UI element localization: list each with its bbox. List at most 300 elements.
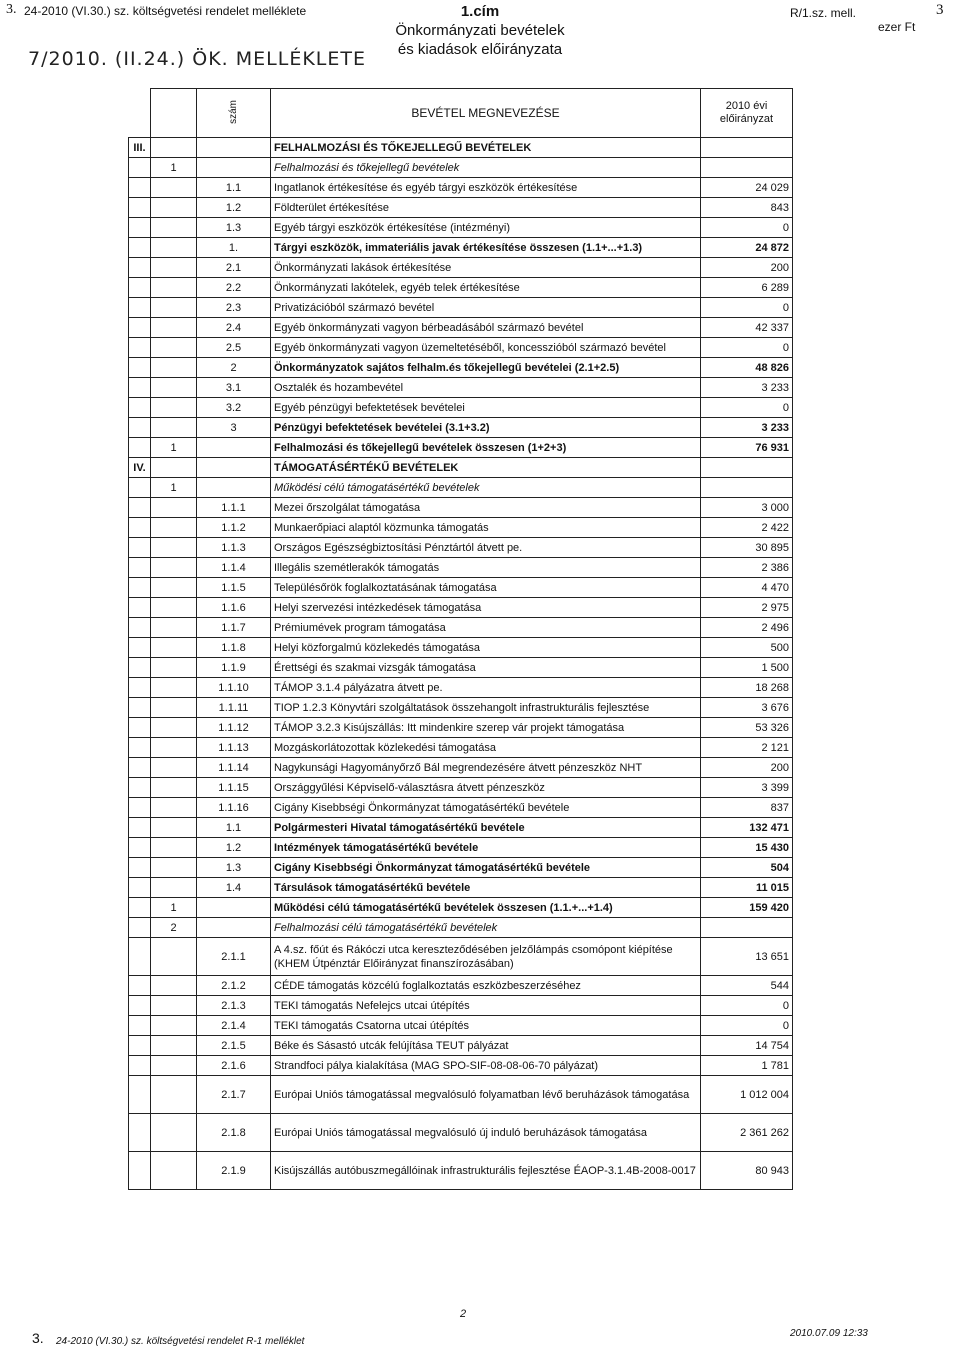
row-label: Osztalék és hozambevétel	[271, 378, 701, 398]
row-level: 2	[151, 918, 197, 938]
title-line-1: 1.cím	[460, 3, 500, 20]
row-label: Önkormányzati lakások értékesítése	[271, 258, 701, 278]
row-value: 837	[701, 798, 793, 818]
row-level	[151, 718, 197, 738]
table-row	[129, 538, 793, 558]
row-value: 80 943	[701, 1152, 793, 1190]
row-label: Prémiumévek program támogatása	[271, 618, 701, 638]
row-value: 2 121	[701, 738, 793, 758]
row-value: 24 872	[701, 238, 793, 258]
revenue-table	[128, 88, 793, 1190]
header-mark-top-left: 3.	[6, 2, 17, 17]
table-row	[129, 678, 793, 698]
col-year-header: 2010 évi előirányzat	[701, 89, 793, 138]
row-roman	[129, 1076, 151, 1114]
row-code: 2.1.7	[197, 1076, 271, 1114]
row-roman	[129, 238, 151, 258]
row-level	[151, 238, 197, 258]
row-label: Nagykunsági Hagyományőrző Bál megrendezésére átvett pénzeszköz NHT	[271, 758, 701, 778]
row-code: 1.1	[197, 178, 271, 198]
col-name-header: BEVÉTEL MEGNEVEZÉSE	[271, 89, 701, 138]
row-label: CÉDE támogatás közcélú foglalkoztatás eszközbeszerzéséhez	[271, 976, 701, 996]
row-level	[151, 398, 197, 418]
row-code: 1.1.2	[197, 518, 271, 538]
row-value: 13 651	[701, 938, 793, 976]
row-level	[151, 218, 197, 238]
row-roman	[129, 858, 151, 878]
row-level	[151, 378, 197, 398]
row-level	[151, 458, 197, 478]
footer-timestamp: 2010.07.09 12:33	[790, 1328, 868, 1339]
row-label: Polgármesteri Hivatal támogatásértékű bevétele	[271, 818, 701, 838]
row-label: Felhalmozási és tőkejellegű bevételek	[271, 158, 701, 178]
row-code: 1.1.13	[197, 738, 271, 758]
row-code	[197, 478, 271, 498]
row-label: Országgyűlési Képviselő-választásra átvett pénzeszköz	[271, 778, 701, 798]
footer-left-text: 24-2010 (VI.30.) sz. költségvetési rendelet R-1 melléklet	[56, 1336, 305, 1347]
row-roman	[129, 878, 151, 898]
row-label: Működési célú támogatásértékű bevételek összesen (1.1.+...+1.4)	[271, 898, 701, 918]
page-number: 2	[460, 1308, 467, 1320]
row-code: 3	[197, 418, 271, 438]
row-level	[151, 1056, 197, 1076]
row-roman	[129, 798, 151, 818]
table-header-row	[129, 89, 793, 138]
table-row	[129, 618, 793, 638]
row-label: TEKI támogatás Csatorna utcai útépítés	[271, 1016, 701, 1036]
row-value: 200	[701, 258, 793, 278]
table-row	[129, 758, 793, 778]
row-level	[151, 1114, 197, 1152]
row-value: 53 326	[701, 718, 793, 738]
row-code: 2.1.8	[197, 1114, 271, 1152]
row-code: 2.1.3	[197, 996, 271, 1016]
row-roman	[129, 398, 151, 418]
row-label: Cigány Kisebbségi Önkormányzat támogatásértékű bevétele	[271, 798, 701, 818]
right-ref: R/1.sz. mell.	[790, 6, 857, 20]
row-label: TEKI támogatás Nefelejcs utcai útépítés	[271, 996, 701, 1016]
row-code: 2.1.2	[197, 976, 271, 996]
row-level	[151, 598, 197, 618]
row-label: Országos Egészségbiztosítási Pénztártól átvett pe.	[271, 538, 701, 558]
row-roman	[129, 558, 151, 578]
row-code	[197, 138, 271, 158]
row-label: Egyéb tárgyi eszközök értékesítése (intézményi)	[271, 218, 701, 238]
row-roman	[129, 976, 151, 996]
row-label: Egyéb önkormányzati vagyon üzemeltetéséből, koncesszióból származó bevétel	[271, 338, 701, 358]
row-code: 2.1	[197, 258, 271, 278]
footer-left-mark: 3.	[32, 1330, 44, 1346]
row-code: 3.2	[197, 398, 271, 418]
col-szam-header: szám	[197, 89, 271, 138]
row-value: 159 420	[701, 898, 793, 918]
row-roman	[129, 658, 151, 678]
row-level	[151, 818, 197, 838]
row-value: 132 471	[701, 818, 793, 838]
row-value: 2 386	[701, 558, 793, 578]
row-roman	[129, 1114, 151, 1152]
row-roman	[129, 438, 151, 458]
row-roman	[129, 1016, 151, 1036]
row-roman	[129, 218, 151, 238]
table-row	[129, 1152, 793, 1190]
row-label: TÁMOP 3.2.3 Kisújszállás: Itt mindenkire szerep vár projekt támogatása	[271, 718, 701, 738]
row-code: 1.1.5	[197, 578, 271, 598]
row-roman	[129, 258, 151, 278]
table-row	[129, 698, 793, 718]
row-value: 30 895	[701, 538, 793, 558]
row-value: 4 470	[701, 578, 793, 598]
row-value: 0	[701, 338, 793, 358]
row-level	[151, 1076, 197, 1114]
row-label: Illegális szemétlerakók támogatás	[271, 558, 701, 578]
row-value	[701, 158, 793, 178]
title-line-2: Önkormányzati bevételek	[395, 22, 565, 39]
row-value: 48 826	[701, 358, 793, 378]
row-value: 0	[701, 996, 793, 1016]
table-row	[129, 778, 793, 798]
row-level	[151, 778, 197, 798]
row-level	[151, 278, 197, 298]
row-label: Településőrök foglalkoztatásának támogatása	[271, 578, 701, 598]
row-code: 1.1.10	[197, 678, 271, 698]
row-label: Privatizációból származó bevétel	[271, 298, 701, 318]
row-level	[151, 178, 197, 198]
row-code: 1.3	[197, 218, 271, 238]
row-code: 2.1.1	[197, 938, 271, 976]
table-row	[129, 898, 793, 918]
row-value: 2 361 262	[701, 1114, 793, 1152]
row-code: 1.1	[197, 818, 271, 838]
row-code: 2.1.6	[197, 1056, 271, 1076]
row-level	[151, 618, 197, 638]
row-label: Helyi szervezési intézkedések támogatása	[271, 598, 701, 618]
row-level	[151, 138, 197, 158]
row-roman	[129, 178, 151, 198]
row-code: 1.1.3	[197, 538, 271, 558]
row-level	[151, 558, 197, 578]
table-row	[129, 558, 793, 578]
row-roman: III.	[129, 138, 151, 158]
row-code	[197, 898, 271, 918]
table-row	[129, 838, 793, 858]
row-label: Pénzügyi befektetések bevételei (3.1+3.2)	[271, 418, 701, 438]
row-level: 1	[151, 898, 197, 918]
table-row	[129, 1036, 793, 1056]
table-row	[129, 1016, 793, 1036]
row-code: 1.4	[197, 878, 271, 898]
row-code: 1.1.11	[197, 698, 271, 718]
table-row	[129, 178, 793, 198]
row-roman	[129, 338, 151, 358]
row-level	[151, 518, 197, 538]
row-level	[151, 1036, 197, 1056]
row-level	[151, 198, 197, 218]
row-level	[151, 838, 197, 858]
row-label: Egyéb pénzügyi befektetések bevételei	[271, 398, 701, 418]
row-level	[151, 418, 197, 438]
row-value: 544	[701, 976, 793, 996]
row-roman	[129, 478, 151, 498]
row-label: Kisújszállás autóbuszmegállóinak infrastrukturális fejlesztése ÉAOP-3.1.4B-2008-0017	[271, 1152, 701, 1190]
table-row	[129, 278, 793, 298]
row-level	[151, 698, 197, 718]
row-roman	[129, 198, 151, 218]
row-roman	[129, 498, 151, 518]
row-level	[151, 658, 197, 678]
row-label: Érettségi és szakmai vizsgák támogatása	[271, 658, 701, 678]
row-label: Felhalmozási célú támogatásértékű bevételek	[271, 918, 701, 938]
row-roman	[129, 678, 151, 698]
row-code	[197, 918, 271, 938]
row-roman	[129, 318, 151, 338]
row-value: 3 399	[701, 778, 793, 798]
row-value	[701, 478, 793, 498]
row-value: 0	[701, 218, 793, 238]
row-code: 2.5	[197, 338, 271, 358]
row-value: 504	[701, 858, 793, 878]
table-row	[129, 638, 793, 658]
row-level: 1	[151, 158, 197, 178]
table-row	[129, 418, 793, 438]
row-value: 2 496	[701, 618, 793, 638]
row-value: 3 676	[701, 698, 793, 718]
row-roman	[129, 758, 151, 778]
table-row	[129, 1056, 793, 1076]
row-code: 1.3	[197, 858, 271, 878]
row-roman	[129, 598, 151, 618]
table-row	[129, 458, 793, 478]
row-value	[701, 138, 793, 158]
table-row	[129, 658, 793, 678]
row-roman	[129, 938, 151, 976]
row-level	[151, 798, 197, 818]
table-row	[129, 738, 793, 758]
row-label: Munkaerőpiaci alaptól közmunka támogatás	[271, 518, 701, 538]
row-level	[151, 578, 197, 598]
row-value: 3 233	[701, 418, 793, 438]
row-level	[151, 258, 197, 278]
table-row	[129, 1114, 793, 1152]
row-value: 0	[701, 1016, 793, 1036]
row-value: 14 754	[701, 1036, 793, 1056]
row-label: Felhalmozási és tőkejellegű bevételek összesen (1+2+3)	[271, 438, 701, 458]
row-level: 1	[151, 478, 197, 498]
row-label: Önkormányzati lakótelek, egyéb telek értékesítése	[271, 278, 701, 298]
row-roman	[129, 1036, 151, 1056]
row-level	[151, 338, 197, 358]
table-row	[129, 878, 793, 898]
table-row	[129, 1076, 793, 1114]
row-roman	[129, 638, 151, 658]
row-code: 3.1	[197, 378, 271, 398]
row-code: 1.1.16	[197, 798, 271, 818]
row-label: Európai Uniós támogatással megvalósuló új induló beruházások támogatása	[271, 1114, 701, 1152]
table-row	[129, 938, 793, 976]
row-label: A 4.sz. főút és Rákóczi utca kereszteződésében jelzőlámpás csomópont kiépítése (KHEM Útpénztár Előirányzat finanszírozásában)	[271, 938, 701, 976]
row-value: 42 337	[701, 318, 793, 338]
row-value: 18 268	[701, 678, 793, 698]
row-code: 1.1.6	[197, 598, 271, 618]
table-row	[129, 298, 793, 318]
row-value: 1 781	[701, 1056, 793, 1076]
row-label: Földterület értékesítése	[271, 198, 701, 218]
row-code: 1.1.1	[197, 498, 271, 518]
row-label: Európai Uniós támogatással megvalósuló folyamatban lévő beruházások támogatása	[271, 1076, 701, 1114]
row-label: TÁMOGATÁSÉRTÉKŰ BEVÉTELEK	[271, 458, 701, 478]
row-value: 1 500	[701, 658, 793, 678]
row-value: 11 015	[701, 878, 793, 898]
row-level: 1	[151, 438, 197, 458]
row-code: 1.1.9	[197, 658, 271, 678]
row-roman	[129, 1152, 151, 1190]
row-roman	[129, 838, 151, 858]
table-row	[129, 378, 793, 398]
row-code: 2.2	[197, 278, 271, 298]
row-level	[151, 996, 197, 1016]
table-row	[129, 976, 793, 996]
row-roman	[129, 358, 151, 378]
table-row	[129, 798, 793, 818]
row-code: 1.1.12	[197, 718, 271, 738]
row-roman	[129, 778, 151, 798]
row-value: 2 422	[701, 518, 793, 538]
table-row	[129, 198, 793, 218]
row-roman	[129, 518, 151, 538]
row-code: 1.1.7	[197, 618, 271, 638]
row-code: 2.1.9	[197, 1152, 271, 1190]
row-label: Működési célú támogatásértékű bevételek	[271, 478, 701, 498]
row-level	[151, 878, 197, 898]
row-roman	[129, 418, 151, 438]
table-row	[129, 238, 793, 258]
row-level	[151, 318, 197, 338]
row-level	[151, 1016, 197, 1036]
table-row	[129, 358, 793, 378]
row-value: 200	[701, 758, 793, 778]
row-level	[151, 1152, 197, 1190]
row-roman	[129, 996, 151, 1016]
table-row	[129, 218, 793, 238]
title-line-3: és kiadások előirányzata	[397, 41, 563, 58]
row-level	[151, 758, 197, 778]
right-unit: ezer Ft	[878, 20, 916, 34]
row-code: 1.1.15	[197, 778, 271, 798]
handwritten-note: 7/2010. (II.24.) ÖK. MELLÉKLETE	[28, 48, 366, 70]
table-row	[129, 718, 793, 738]
row-roman	[129, 158, 151, 178]
row-label: Ingatlanok értékesítése és egyéb tárgyi eszközök értékesítése	[271, 178, 701, 198]
document-title	[330, 2, 630, 59]
row-label: Tárgyi eszközök, immateriális javak értékesítése összesen (1.1+...+1.3)	[271, 238, 701, 258]
row-roman	[129, 618, 151, 638]
row-value: 76 931	[701, 438, 793, 458]
row-value: 6 289	[701, 278, 793, 298]
table-row	[129, 138, 793, 158]
row-code: 2.3	[197, 298, 271, 318]
row-roman	[129, 538, 151, 558]
row-level	[151, 678, 197, 698]
row-roman	[129, 378, 151, 398]
row-roman	[129, 918, 151, 938]
row-roman	[129, 898, 151, 918]
row-level	[151, 298, 197, 318]
header-left-line: 24-2010 (VI.30.) sz. költségvetési rendelet melléklete	[24, 4, 307, 18]
row-roman	[129, 718, 151, 738]
row-value: 24 029	[701, 178, 793, 198]
row-code	[197, 438, 271, 458]
row-value: 843	[701, 198, 793, 218]
row-level	[151, 498, 197, 518]
row-roman	[129, 698, 151, 718]
row-level	[151, 638, 197, 658]
row-value: 0	[701, 298, 793, 318]
row-code: 2.1.5	[197, 1036, 271, 1056]
table-row	[129, 158, 793, 178]
row-label: TÁMOP 3.1.4 pályázatra átvett pe.	[271, 678, 701, 698]
row-roman	[129, 298, 151, 318]
row-level	[151, 976, 197, 996]
row-value: 3 000	[701, 498, 793, 518]
row-label: Intézmények támogatásértékű bevétele	[271, 838, 701, 858]
row-code: 1.1.14	[197, 758, 271, 778]
table-row	[129, 318, 793, 338]
row-code: 2.4	[197, 318, 271, 338]
row-value	[701, 918, 793, 938]
row-code: 2.1.4	[197, 1016, 271, 1036]
row-label: FELHALMOZÁSI ÉS TŐKEJELLEGŰ BEVÉTELEK	[271, 138, 701, 158]
table-row	[129, 818, 793, 838]
row-label: Béke és Sásastó utcák felújítása TEUT pályázat	[271, 1036, 701, 1056]
row-code: 1.2	[197, 198, 271, 218]
row-level	[151, 738, 197, 758]
row-level	[151, 938, 197, 976]
row-roman	[129, 818, 151, 838]
row-label: Strandfoci pálya kialakítása (MAG SPO-SIF-08-08-06-70 pályázat)	[271, 1056, 701, 1076]
row-value	[701, 458, 793, 478]
row-code: 1.2	[197, 838, 271, 858]
table-row	[129, 518, 793, 538]
table-row	[129, 918, 793, 938]
row-code	[197, 458, 271, 478]
row-roman	[129, 738, 151, 758]
row-roman	[129, 278, 151, 298]
row-level	[151, 538, 197, 558]
table-row	[129, 578, 793, 598]
row-label: Önkormányzatok sajátos felhalm.és tőkejellegű bevételei (2.1+2.5)	[271, 358, 701, 378]
row-roman	[129, 1056, 151, 1076]
row-value: 3 233	[701, 378, 793, 398]
table-row	[129, 498, 793, 518]
row-value: 15 430	[701, 838, 793, 858]
row-label: Társulások támogatásértékű bevétele	[271, 878, 701, 898]
table-row	[129, 438, 793, 458]
row-label: Cigány Kisebbségi Önkormányzat támogatásértékű bevétele	[271, 858, 701, 878]
table-row	[129, 338, 793, 358]
right-mark: 3	[936, 2, 944, 18]
row-label: Mozgáskorlátozottak közlekedési támogatása	[271, 738, 701, 758]
row-label: Egyéb önkormányzati vagyon bérbeadásából származó bevétel	[271, 318, 701, 338]
row-code: 2	[197, 358, 271, 378]
row-value: 0	[701, 398, 793, 418]
row-code	[197, 158, 271, 178]
row-label: Helyi közforgalmú közlekedés támogatása	[271, 638, 701, 658]
table-row	[129, 258, 793, 278]
table-row	[129, 598, 793, 618]
row-code: 1.	[197, 238, 271, 258]
row-level	[151, 858, 197, 878]
row-roman: IV.	[129, 458, 151, 478]
